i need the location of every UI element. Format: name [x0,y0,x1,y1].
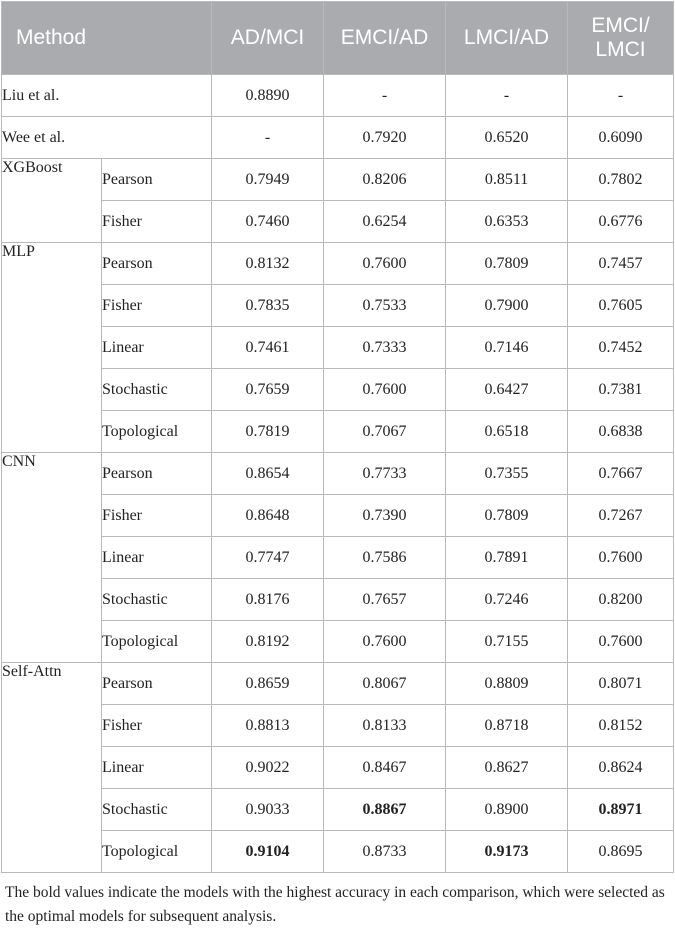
sub-method-name: Topological [102,411,212,453]
value-cell: 0.7835 [212,285,324,327]
value-cell: 0.7949 [212,159,324,201]
table-row [2,285,674,327]
results-table [1,1,674,873]
value-cell: 0.7600 [568,537,674,579]
header-ad-mci: AD/MCI [212,2,324,75]
method-group-name: Self-Attn [2,663,102,873]
value-cell: 0.7819 [212,411,324,453]
value-cell: 0.7657 [324,579,446,621]
reference-method-name: Liu et al. [2,75,212,117]
value-cell: 0.7600 [324,621,446,663]
sub-method-name: Pearson [102,243,212,285]
table-caption: The bold values indicate the models with the highest accuracy in each comparison, which were selected as the optimal models for subsequent analysis. [5,884,665,925]
sub-method-name: Topological [102,621,212,663]
header-lmci-ad: LMCI/AD [446,2,568,75]
value-cell: 0.7246 [446,579,568,621]
value-cell: 0.8071 [568,663,674,705]
value-cell: - [212,117,324,159]
value-cell: 0.7802 [568,159,674,201]
value-cell: 0.7733 [324,453,446,495]
value-cell: 0.7600 [324,369,446,411]
value-cell: 0.8809 [446,663,568,705]
value-cell: 0.8624 [568,747,674,789]
header-row [2,2,674,75]
value-cell: 0.7267 [568,495,674,537]
value-cell: 0.7452 [568,327,674,369]
value-cell: 0.8659 [212,663,324,705]
sub-method-name: Fisher [102,285,212,327]
reference-method-name: Wee et al. [2,117,212,159]
value-cell: 0.7457 [568,243,674,285]
header-emci-lmci: EMCI/ LMCI [568,2,674,75]
value-cell: 0.7667 [568,453,674,495]
sub-method-name: Pearson [102,663,212,705]
value-cell: 0.7809 [446,495,568,537]
sub-method-name: Fisher [102,705,212,747]
method-group-name: MLP [2,243,102,453]
value-cell: 0.8813 [212,705,324,747]
table-row [2,663,674,705]
table-row [2,411,674,453]
table-row [2,789,674,831]
value-cell: - [324,75,446,117]
sub-method-name: Linear [102,537,212,579]
value-cell: 0.8133 [324,705,446,747]
sub-method-name: Stochastic [102,579,212,621]
table-row [2,327,674,369]
value-cell: 0.8067 [324,663,446,705]
value-cell: 0.8200 [568,579,674,621]
value-cell: 0.8206 [324,159,446,201]
value-cell: 0.7600 [568,621,674,663]
value-cell: 0.7920 [324,117,446,159]
value-cell: 0.8867 [324,789,446,831]
value-cell: 0.7390 [324,495,446,537]
value-cell: 0.7461 [212,327,324,369]
sub-method-name: Stochastic [102,789,212,831]
sub-method-name: Pearson [102,159,212,201]
table-row [2,117,674,159]
value-cell: 0.7659 [212,369,324,411]
value-cell: 0.8733 [324,831,446,873]
value-cell: 0.7605 [568,285,674,327]
header-emci-ad: EMCI/AD [324,2,446,75]
value-cell: 0.6254 [324,201,446,243]
value-cell: 0.6520 [446,117,568,159]
value-cell: 0.6838 [568,411,674,453]
value-cell: 0.7460 [212,201,324,243]
value-cell: 0.7891 [446,537,568,579]
table-row [2,831,674,873]
value-cell: 0.9173 [446,831,568,873]
table-row [2,201,674,243]
value-cell: 0.8695 [568,831,674,873]
value-cell: 0.7809 [446,243,568,285]
sub-method-name: Fisher [102,201,212,243]
value-cell: 0.7067 [324,411,446,453]
value-cell: 0.8718 [446,705,568,747]
value-cell: 0.8511 [446,159,568,201]
value-cell: 0.6518 [446,411,568,453]
value-cell: 0.8192 [212,621,324,663]
value-cell: - [446,75,568,117]
value-cell: 0.8890 [212,75,324,117]
value-cell: 0.9033 [212,789,324,831]
table-row [2,495,674,537]
table-row [2,537,674,579]
value-cell: 0.8648 [212,495,324,537]
table-row [2,159,674,201]
value-cell: 0.9104 [212,831,324,873]
value-cell: 0.8132 [212,243,324,285]
table-row [2,621,674,663]
value-cell: 0.7155 [446,621,568,663]
header-method: Method [2,2,212,75]
value-cell: 0.7333 [324,327,446,369]
value-cell: 0.8627 [446,747,568,789]
method-group-name: XGBoost [2,159,102,243]
value-cell: 0.6776 [568,201,674,243]
value-cell: 0.7586 [324,537,446,579]
value-cell: 0.7533 [324,285,446,327]
sub-method-name: Pearson [102,453,212,495]
value-cell: 0.8467 [324,747,446,789]
table-row [2,453,674,495]
value-cell: 0.6353 [446,201,568,243]
table-row [2,579,674,621]
value-cell: 0.8971 [568,789,674,831]
value-cell: 0.7600 [324,243,446,285]
value-cell: 0.7355 [446,453,568,495]
table-row [2,369,674,411]
value-cell: 0.6427 [446,369,568,411]
sub-method-name: Linear [102,747,212,789]
value-cell: 0.7146 [446,327,568,369]
sub-method-name: Linear [102,327,212,369]
sub-method-name: Topological [102,831,212,873]
value-cell: 0.9022 [212,747,324,789]
value-cell: 0.8900 [446,789,568,831]
table-row [2,705,674,747]
value-cell: 0.8654 [212,453,324,495]
value-cell: 0.8176 [212,579,324,621]
table-row [2,75,674,117]
table-row [2,747,674,789]
table-row [2,243,674,285]
sub-method-name: Fisher [102,495,212,537]
method-group-name: CNN [2,453,102,663]
sub-method-name: Stochastic [102,369,212,411]
value-cell: 0.7900 [446,285,568,327]
value-cell: 0.7381 [568,369,674,411]
value-cell: 0.6090 [568,117,674,159]
value-cell: 0.8152 [568,705,674,747]
value-cell: 0.7747 [212,537,324,579]
table-body [2,75,674,873]
value-cell: - [568,75,674,117]
